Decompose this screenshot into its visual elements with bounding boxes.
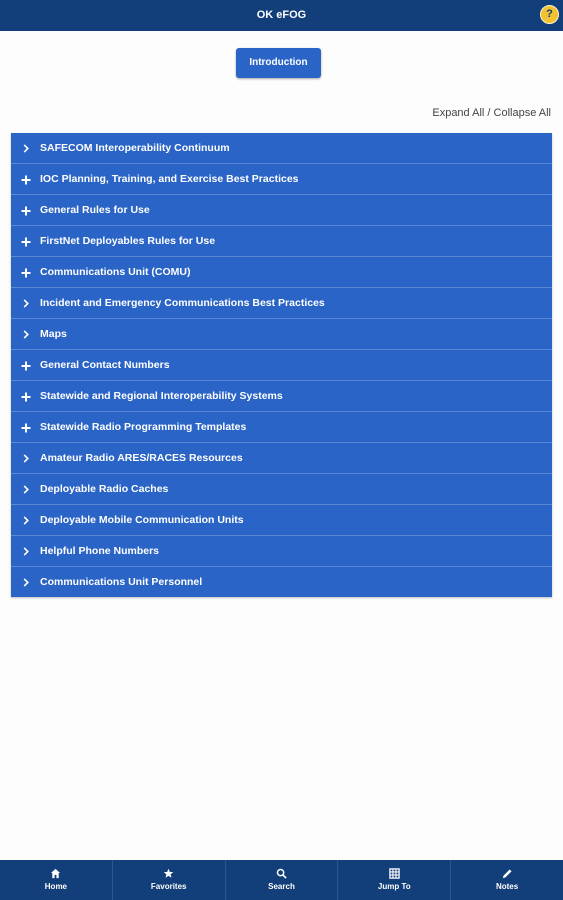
chevron-right-icon (11, 482, 40, 496)
nav-favorites[interactable] (112, 860, 225, 900)
chevron-right-icon (11, 513, 40, 527)
plus-icon (11, 389, 40, 403)
section-label: Statewide and Regional Interoperability Systems (40, 390, 283, 402)
chevron-right-icon (11, 575, 40, 589)
section-label: Helpful Phone Numbers (40, 545, 160, 557)
section-interop-systems[interactable] (11, 381, 552, 412)
section-label: IOC Planning, Training, and Exercise Best Practices (40, 173, 299, 185)
section-comms-personnel[interactable] (11, 567, 552, 597)
expand-all-link[interactable]: Expand All (432, 107, 485, 119)
section-label: Statewide Radio Programming Templates (40, 421, 247, 433)
nav-label: Home (44, 882, 68, 891)
help-button[interactable] (540, 5, 559, 24)
section-label: Deployable Mobile Communication Units (40, 514, 244, 526)
nav-label: Notes (495, 882, 519, 891)
grid-icon (338, 866, 450, 880)
app-title: OK eFOG (256, 9, 307, 21)
section-label: General Rules for Use (40, 204, 150, 216)
nav-jump-to[interactable] (337, 860, 450, 900)
section-general-contacts[interactable] (11, 350, 552, 381)
introduction-button[interactable]: Introduction (236, 48, 321, 78)
home-icon (0, 866, 112, 880)
search-icon (226, 866, 338, 880)
section-firstnet-rules[interactable] (11, 226, 552, 257)
section-label: Maps (40, 328, 67, 340)
chevron-right-icon (11, 141, 40, 155)
section-label: Incident and Emergency Communications Best Practices (40, 297, 325, 309)
app-header (0, 0, 563, 31)
section-safecom[interactable] (11, 133, 552, 164)
pencil-icon (451, 866, 563, 880)
nav-label: Favorites (150, 882, 187, 891)
chevron-right-icon (11, 451, 40, 465)
section-amateur-radio[interactable] (11, 443, 552, 474)
section-label: Communications Unit Personnel (40, 576, 203, 588)
section-maps[interactable] (11, 319, 552, 350)
bottom-nav (0, 860, 563, 900)
plus-icon (11, 234, 40, 248)
section-label: Deployable Radio Caches (40, 483, 169, 495)
section-incident-comms[interactable] (11, 288, 552, 319)
section-label: Communications Unit (COMU) (40, 266, 191, 278)
chevron-right-icon (11, 327, 40, 341)
expand-collapse-separator: / (484, 107, 494, 119)
nav-label: Search (268, 882, 295, 891)
nav-notes[interactable] (450, 860, 563, 900)
section-radio-templates[interactable] (11, 412, 552, 443)
section-label: SAFECOM Interoperability Continuum (40, 142, 230, 154)
help-icon: ? (546, 8, 553, 20)
star-icon (113, 866, 225, 880)
section-mobile-units[interactable] (11, 505, 552, 536)
plus-icon (11, 203, 40, 217)
chevron-right-icon (11, 544, 40, 558)
expand-collapse-controls (432, 107, 551, 119)
section-phone-numbers[interactable] (11, 536, 552, 567)
nav-label: Jump To (377, 882, 411, 891)
plus-icon (11, 358, 40, 372)
section-label: Amateur Radio ARES/RACES Resources (40, 452, 243, 464)
section-comu[interactable] (11, 257, 552, 288)
nav-search[interactable] (225, 860, 338, 900)
section-label: FirstNet Deployables Rules for Use (40, 235, 216, 247)
section-label: General Contact Numbers (40, 359, 170, 371)
plus-icon (11, 172, 40, 186)
collapse-all-link[interactable]: Collapse All (493, 107, 551, 119)
section-general-rules[interactable] (11, 195, 552, 226)
plus-icon (11, 420, 40, 434)
chevron-right-icon (11, 296, 40, 310)
section-accordion (11, 133, 552, 597)
section-radio-caches[interactable] (11, 474, 552, 505)
plus-icon (11, 265, 40, 279)
nav-home[interactable] (0, 860, 112, 900)
section-ioc-planning[interactable] (11, 164, 552, 195)
